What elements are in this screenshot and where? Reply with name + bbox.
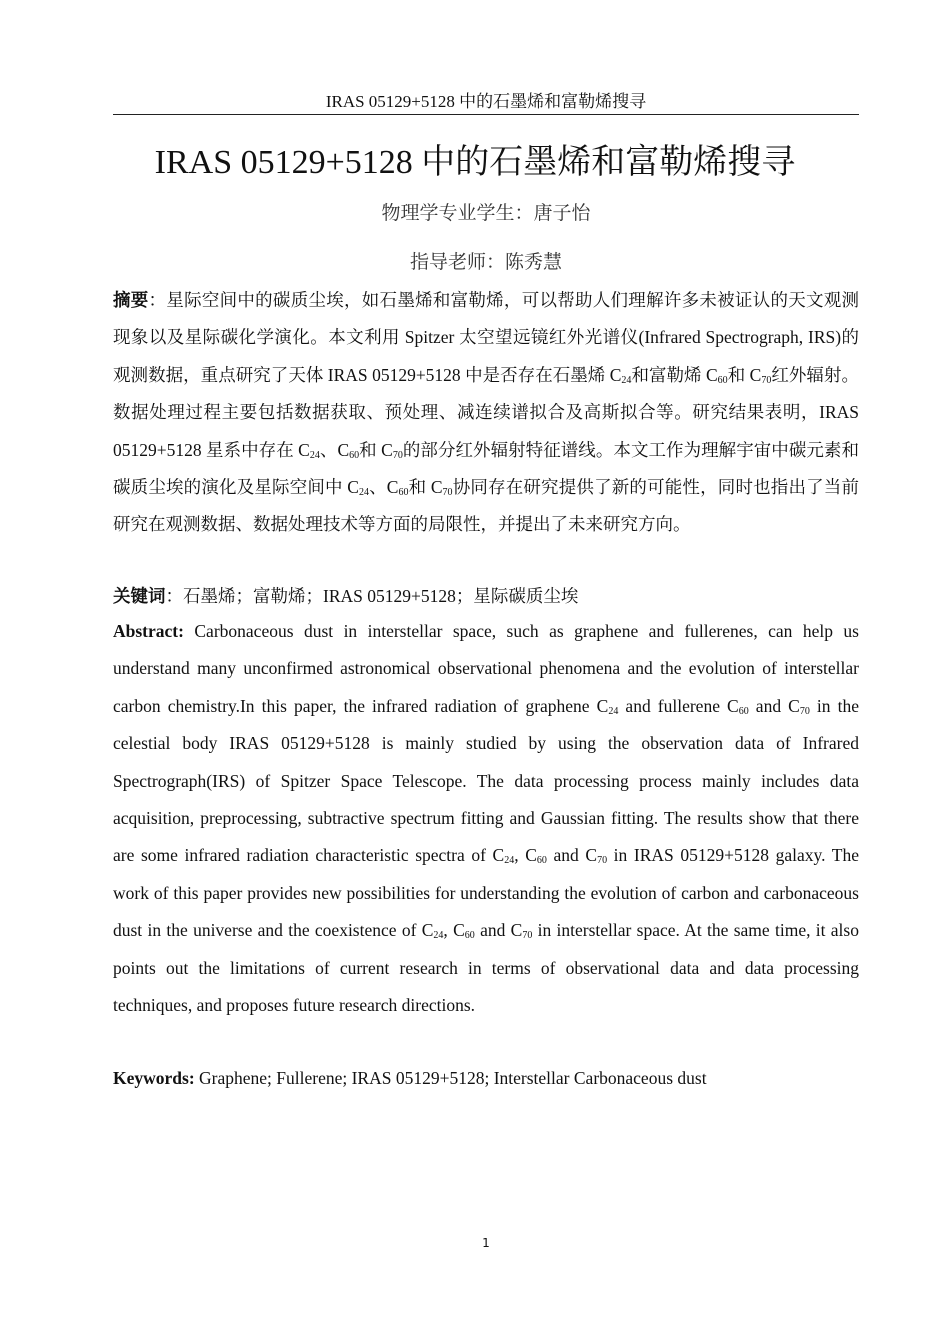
chinese-abstract-text: 和 C [727,364,762,385]
subscript: 24 [608,705,619,717]
subscript: 70 [392,449,403,461]
subscript: 24 [621,374,632,386]
subscript: 70 [442,487,453,499]
chinese-abstract-text: 红外辐射。数据处理过程主要包括数据获取、预处理、减连续谱拟合及高斯拟合等。研究结果表明，IRAS 05129+5128 星系中存在 C [113,364,859,460]
chinese-abstract-text: 星际空间中的碳质尘埃，如石墨烯和富勒烯，可以帮助人们理解许多未被证认的天文观测现象以及星际碳化学演化。本文利用 Spitzer 太空望远镜红外光谱仪(Infrared Spectrograph, IRS)的观测数据，重点研究了天体 IRAS 05129+5128 中是否存在石墨烯 C [113,290,860,385]
subscript: 24 [358,487,369,499]
english-keywords-label: Keywords: [113,1068,195,1088]
english-abstract-text: and C [748,695,800,716]
english-abstract-text: , C [443,920,465,941]
english-abstract-text: and C [546,845,598,866]
chinese-abstract-text: 和富勒烯 C [631,364,718,385]
page-number: 1 [482,1236,490,1250]
english-abstract-text: in IRAS 05129+5128 galaxy. The work of this paper provides new possibilities for understanding the evolution of carbon and carbonaceous dust in the universe and the coexistence of C [113,845,859,941]
chinese-keywords-separator: ： [165,586,183,606]
english-keywords [113,1060,859,1097]
subscript: 60 [349,449,360,461]
chinese-abstract-text: 、C [368,477,399,498]
english-keywords-text: Graphene; Fullerene; IRAS 05129+5128; Interstellar Carbonaceous dust [194,1068,707,1088]
running-header: IRAS 05129+5128 中的石墨烯和富勒烯搜寻 [325,92,647,111]
chinese-abstract-text: 和 C [359,439,393,460]
advisor-line: 指导老师：陈秀慧 [409,251,562,273]
subscript: 60 [536,855,547,867]
subscript: 24 [433,930,444,942]
subscript: 24 [309,449,320,461]
paper-title: IRAS 05129+5128 中的石墨烯和富勒烯搜寻 [154,144,796,181]
author-line: 物理学专业学生：唐子怡 [381,202,591,224]
subscript: 70 [799,705,810,717]
chinese-abstract-separator: ： [148,290,167,310]
english-abstract [113,613,859,1024]
chinese-keywords [113,578,859,615]
subscript: 60 [717,374,728,386]
chinese-abstract-label: 摘要 [113,290,149,310]
chinese-abstract-text: 协同存在研究提供了新的可能性，同时也指出了当前研究在观测数据、数据处理技术等方面的局限性，并提出了未来研究方向。 [113,477,859,535]
chinese-abstract-text: 、C [319,439,350,460]
english-abstract-label: Abstract: [113,621,184,641]
english-abstract-text: and fullerene C [618,695,739,716]
header-rule [113,114,859,115]
subscript: 70 [761,374,772,386]
chinese-abstract-text: 和 C [408,477,443,498]
subscript: 24 [504,855,515,867]
subscript: 70 [522,930,533,942]
subscript: 70 [597,855,608,867]
subscript: 60 [464,930,475,942]
english-abstract-text: and C [474,920,523,941]
english-abstract-text: , C [514,845,537,866]
chinese-abstract-text: 的部分红外辐射特征谱线。本文工作为理解宇宙中碳元素和碳质尘埃的演化及星际空间中 C [113,439,859,498]
english-abstract-text: Carbonaceous dust in interstellar space, such as graphene and fullerenes, can help us understand many unconfirmed astronomical observational phenomena and the evolution of interstellar carbon chemistry.In this paper, the infrared radiation of graphene C [113,621,859,716]
chinese-abstract [113,282,859,544]
subscript: 60 [398,487,409,499]
subscript: 60 [738,705,749,717]
chinese-keywords-text: 石墨烯；富勒烯；IRAS 05129+5128；星际碳质尘埃 [183,586,579,606]
chinese-keywords-label: 关键词 [113,586,166,606]
english-abstract-text: in the celestial body IRAS 05129+5128 is mainly studied by using the observation data of Infrared Spectrograph(IRS) of Spitzer Space Telescope. The data processing process mainly includes data acquisition, preprocessing, subtractive spectrum fitting and Gaussian fitting. The results show that there are some infrared radiation characteristic spectra of C [113,695,859,866]
english-abstract-text: in interstellar space. At the same time, it also points out the limitations of current research in terms of observational data and data processing techniques, and proposes future research directions. [113,920,859,1016]
